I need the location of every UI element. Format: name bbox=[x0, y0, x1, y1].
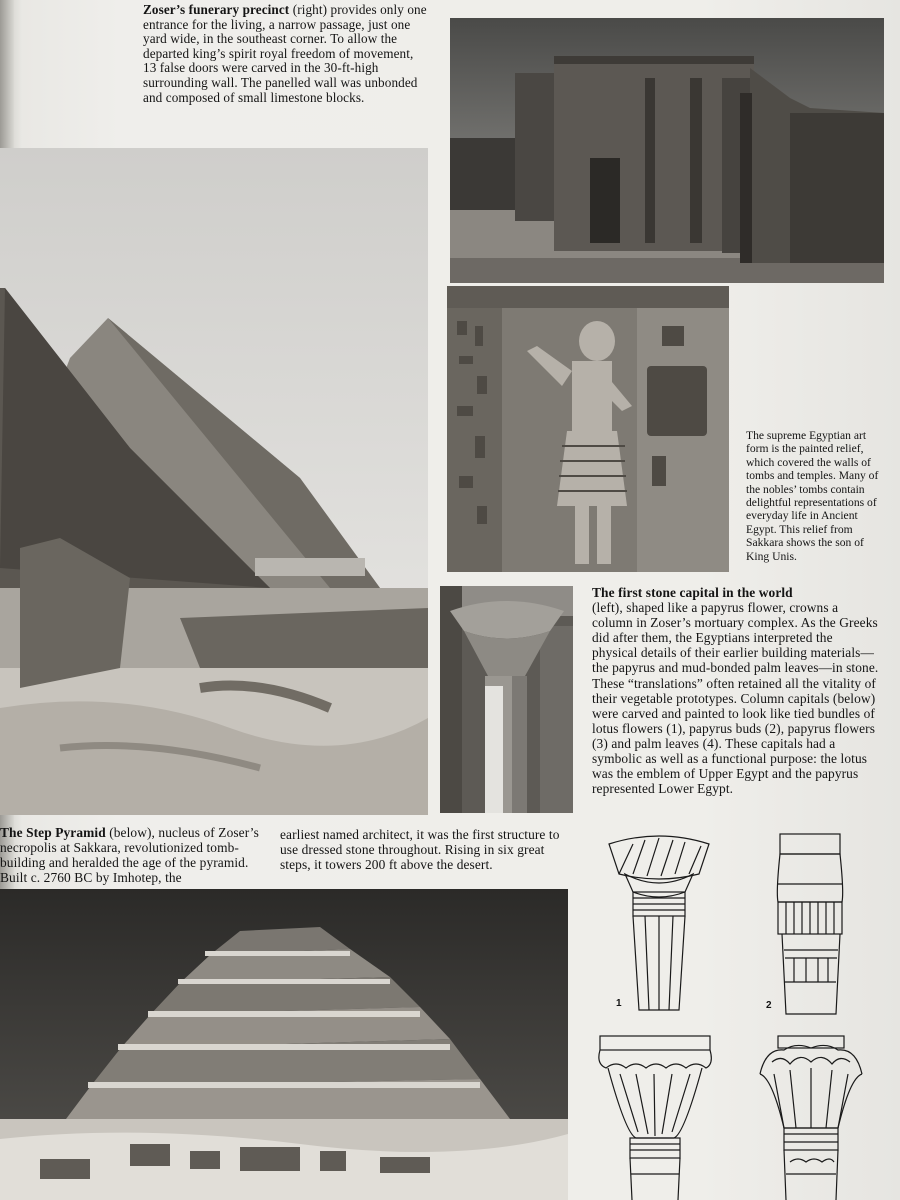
drawing-papyrus-flower-capital bbox=[596, 1034, 714, 1200]
caption-funerary-heading: Zoser’s funerary precinct bbox=[143, 2, 290, 17]
photo-funerary-precinct bbox=[450, 18, 884, 283]
caption-funerary-precinct bbox=[143, 3, 429, 105]
caption-capital-text: (left), shaped like a papyrus flower, crowns a column in Zoser’s mortuary complex. As the Greeks did after them, the Egyptians interpreted the physical details of their earlier building materials—the papyrus and mud-bonded palm leaves—in stone. These “translations” often retained all the vitality of their vegetable prototypes. Column capitals (below) were carved and painted to look like tied bundles of lotus flowers (1), papyrus buds (2), papyrus flowers (3) and palm leaves (4). These capitals had a symbolic as well as a functional purpose: the lotus was the emblem of Upper Egypt and the papyrus represented Lower Egypt. bbox=[592, 600, 879, 797]
figure-number-1: 1 bbox=[616, 998, 622, 1009]
photo-giza-pyramids bbox=[0, 148, 428, 815]
figure-number-2: 2 bbox=[766, 1000, 772, 1011]
photo-stone-capital bbox=[440, 586, 573, 813]
photo-relief-sakkara bbox=[447, 286, 729, 572]
caption-funerary-text: (right) provides only one entrance for the living, a narrow passage, just one yard wide, in the southeast corner. To allow the departed king’s spirit royal freedom of movement, 13 false doors were carved in the 30-ft-high surrounding wall. The panelled wall was unbonded and composed of small limestone blocks. bbox=[143, 2, 427, 105]
caption-step-pyramid-left bbox=[0, 825, 262, 885]
caption-capital-heading: The first stone capital in the world bbox=[592, 585, 793, 600]
caption-step-pyramid-right bbox=[280, 827, 562, 872]
drawing-lotus-capital bbox=[603, 832, 715, 1014]
drawing-papyrus-bud-capital bbox=[774, 832, 846, 1018]
caption-relief bbox=[746, 429, 882, 563]
photo-step-pyramid bbox=[0, 889, 568, 1200]
caption-step-text-left: (below), nucleus of Zoser’s necropolis at Sakkara, revolutionized tomb-building and heralded the age of the pyramid. Built c. 2760 BC by Imhotep, the bbox=[0, 825, 259, 885]
caption-step-heading: The Step Pyramid bbox=[0, 825, 106, 840]
drawing-palm-capital bbox=[756, 1034, 866, 1200]
caption-step-text-right: earliest named architect, it was the first structure to use dressed stone throughout. Rising in six great steps, it towers 200 ft above the desert. bbox=[280, 827, 560, 872]
caption-stone-capital bbox=[592, 585, 880, 796]
caption-relief-text: The supreme Egyptian art form is the painted relief, which covered the walls of tombs and temples. Many of the nobles’ tombs contain delightful representations of everyday life in Ancient Egypt. This relief from Sakkara shows the son of King Unis. bbox=[746, 429, 879, 563]
